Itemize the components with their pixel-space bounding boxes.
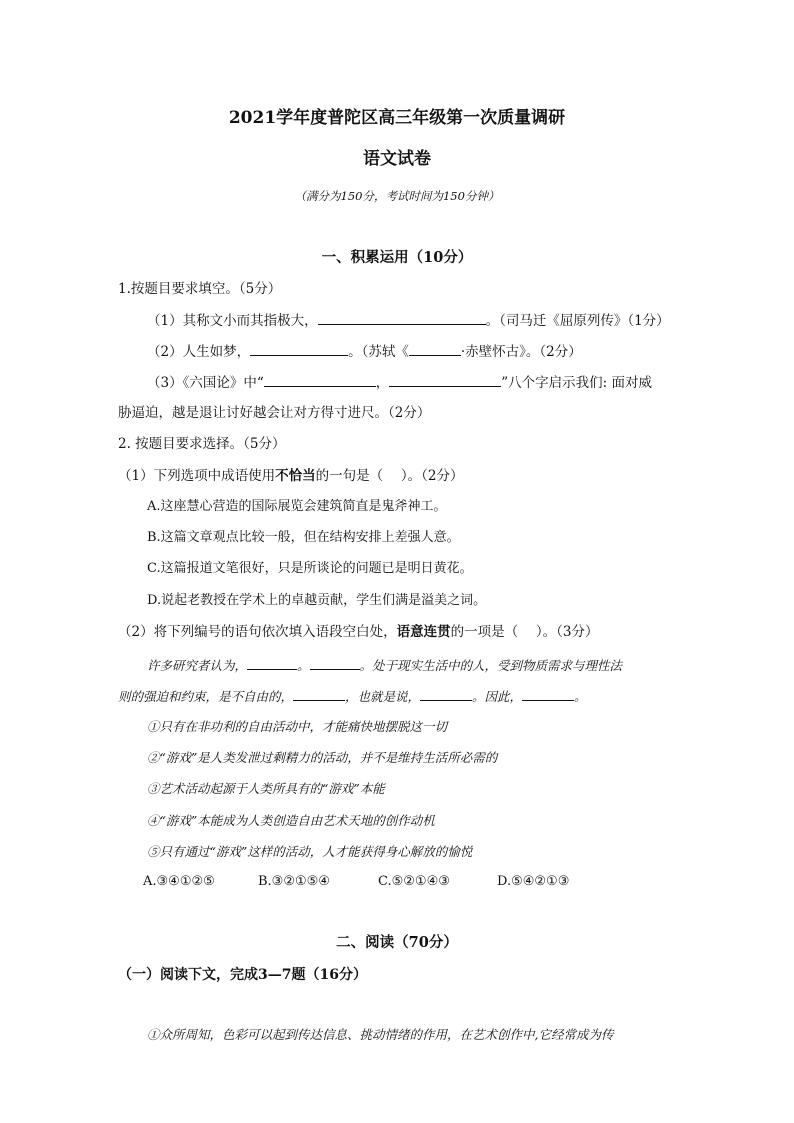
sub-text: （1）下列选项中成语使用 [118,468,276,484]
sub-text: 的一句是（ ）。（2分） [315,468,464,484]
item-text: ·赤壁怀古》。（2分） [460,344,582,360]
choice-c[interactable]: C.⑤②①④③ [378,874,450,889]
sentence-3: ③艺术活动起源于人类所具有的“游戏”本能 [147,781,385,796]
answer-blank[interactable] [250,341,348,356]
sentence-4: ④“游戏”本能成为人类创造自由艺术天地的创作动机 [147,813,435,828]
question-1-stem: 1.按题目要求填空。（5分） [118,281,282,297]
sub-text: （2）将下列编号的语句依次填入语段空白处， [118,624,397,640]
answer-blank[interactable] [389,372,501,387]
item-text: 。（司马迁《屈原列传》（1分） [485,313,670,329]
question-1-item-3-cont: 胁逼迫，越是退让讨好越会让对方得寸进尺。（2分） [118,405,431,421]
option-a[interactable]: A.这座慧心营造的国际展览会建筑简直是鬼斧神工。 [147,499,447,514]
choice-a[interactable]: A.③④①②⑤ [143,874,215,889]
sub-text: 的一项是（ ）。（3分） [450,624,599,640]
question-2-sub-2 [118,622,598,642]
answer-blank[interactable] [318,310,486,325]
passage-line-2 [118,686,587,707]
question-2-sub-1 [118,466,463,486]
passage-text: ，也就是说， [345,689,421,704]
choice-b[interactable]: B.③②①⑤④ [258,874,330,889]
emphasis-text: 不恰当 [275,468,316,484]
choice-d[interactable]: D.⑤④②①③ [497,874,570,889]
answer-blank[interactable] [420,686,472,701]
passage-text: 。处于现实生活中的人，受到物质需求与理性法 [359,658,623,673]
item-text: （1）其称文小而其指极大， [147,313,318,329]
section-heading-2: 二、阅读（70分） [336,934,458,951]
answer-blank[interactable] [247,655,297,670]
reading-paragraph-1: ①众所周知，色彩可以起到传达信息、挑动情绪的作用，在艺术创作中,它经常成为传 [147,1027,614,1042]
sentence-1: ①只有在非功利的自由活动中，才能痛快地摆脱这一切 [147,719,448,734]
question-1-item-3 [147,372,652,393]
sentence-5: ⑤只有通过“游戏”这样的活动，人才能获得身心解放的愉悦 [147,844,473,859]
question-1-item-2 [147,341,582,362]
answer-blank[interactable] [264,372,376,387]
option-c[interactable]: C.这篇报道文笔很好，只是所谈论的问题已是明日黄花。 [147,561,473,576]
item-text: （2）人生如梦， [147,344,251,360]
option-b[interactable]: B.这篇文章观点比较一般，但在结构安排上差强人意。 [147,530,460,545]
item-text: ， [375,375,390,391]
answer-blank[interactable] [522,686,574,701]
option-d[interactable]: D.说起老教授在学术上的卓越贡献，学生们满是溢美之词。 [147,593,487,608]
exam-title: 2021学年度普陀区高三年级第一次质量调研 [228,108,566,128]
passage-text: 许多研究者认为， [147,658,248,673]
passage-text: 。 [574,689,587,704]
answer-blank[interactable] [310,655,360,670]
item-text: 。（苏轼《 [348,344,409,360]
passage-text: 。因此， [472,689,523,704]
question-2-stem: 2. 按题目要求选择。（5分） [118,436,286,452]
emphasis-text: 语意连贯 [396,624,451,640]
passage-text: 。 [297,658,310,673]
exam-note: （满分为150分，考试时间为150分钟） [294,189,500,203]
passage-line-1 [147,655,622,676]
answer-blank[interactable] [293,686,345,701]
exam-subtitle: 语文试卷 [363,149,431,169]
passage-text: 则的强迫和约束，是不自由的， [118,689,294,704]
item-text: ”八个字启示我们: 面对威 [501,375,652,391]
item-text: （3）《六国论》中“ [147,375,264,391]
section-heading-1: 一、积累运用（10分） [321,249,473,266]
answer-blank[interactable] [409,341,461,356]
reading-part-1-heading: （一）阅读下文，完成3—7题（16分） [118,967,367,983]
question-1-item-1 [147,310,670,331]
sentence-2: ②“游戏”是人类发泄过剩精力的活动，并不是维持生活所必需的 [147,750,498,765]
